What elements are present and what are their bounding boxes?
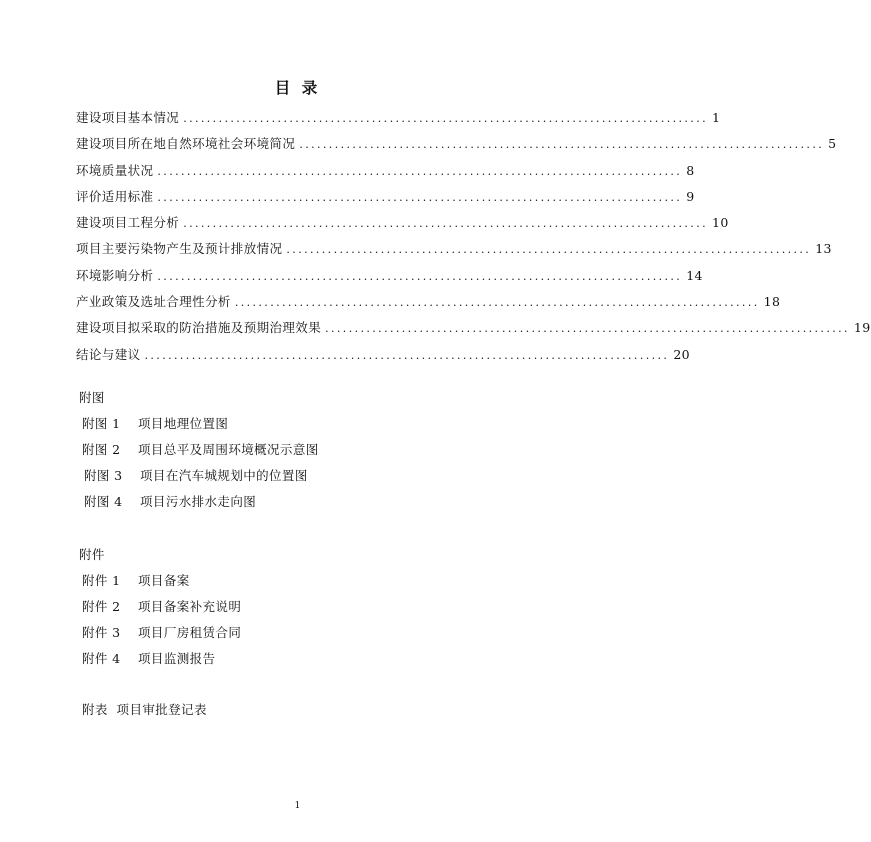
toc-entry-page: 8 — [686, 162, 695, 178]
toc-entry[interactable] — [76, 239, 832, 265]
toc-entry-title: 建设项目所在地自然环境社会环境简况 — [76, 136, 296, 152]
toc-entry[interactable] — [76, 292, 781, 318]
toc-entry-title: 建设项目基本情况 — [76, 110, 180, 125]
leader-dots: ......................................................................................... — [286, 243, 812, 257]
attachment-item: 附件 3 项目厂房租赁合同 — [82, 625, 242, 640]
toc-entry-page: 9 — [686, 188, 695, 204]
toc-entry-page: 19 — [853, 320, 871, 336]
leader-dots: ......................................................................................... — [325, 322, 850, 336]
toc-entry-title: 建设项目工程分析 — [76, 215, 180, 231]
figures-heading: 附图 — [79, 390, 105, 405]
leader-dots: ......................................................................................... — [157, 269, 683, 283]
toc-entry[interactable] — [76, 318, 871, 344]
toc-entry[interactable] — [76, 345, 691, 371]
page-number: 1 — [294, 801, 301, 811]
attachment-item: 附件 2 项目备案补充说明 — [82, 599, 242, 614]
toc-list — [76, 108, 871, 371]
toc-entry[interactable] — [76, 161, 695, 187]
toc-entry-page: 13 — [815, 241, 832, 257]
toc-entry[interactable] — [76, 213, 729, 239]
leader-dots: ......................................................................................... — [234, 296, 760, 310]
leader-dots: ......................................................................................... — [144, 348, 670, 362]
toc-entry-title: 结论与建议 — [76, 346, 141, 362]
toc-entry[interactable] — [76, 134, 837, 160]
toc-title: 目 录 — [274, 79, 321, 97]
leader-dots: ......................................................................................... — [183, 217, 708, 231]
leader-dots: ......................................................................................... — [157, 164, 683, 178]
toc-entry-title: 环境质量状况 — [76, 162, 154, 178]
toc-entry-page: 5 — [828, 136, 837, 152]
toc-entry-page: 20 — [673, 346, 691, 362]
toc-entry-title: 环境影响分析 — [76, 267, 154, 283]
toc-entry-page: 18 — [763, 294, 781, 310]
figure-item: 附图 4 项目污水排水走向图 — [84, 494, 257, 509]
toc-entry[interactable] — [76, 266, 703, 292]
leader-dots: ......................................................................................... — [157, 190, 683, 204]
toc-entry-page: 14 — [686, 267, 703, 283]
figure-item: 附图 2 项目总平及周围环境概况示意图 — [82, 442, 319, 457]
toc-entry-page: 10 — [712, 215, 729, 231]
attachment-item: 附件 1 项目备案 — [82, 573, 190, 588]
figure-item: 附图 1 项目地理位置图 — [82, 416, 229, 431]
toc-entry-title: 评价适用标准 — [76, 188, 154, 204]
appendix-table-note: 附表 项目审批登记表 — [82, 702, 207, 717]
toc-entry-title: 产业政策及选址合理性分析 — [76, 294, 231, 310]
leader-dots: ......................................................................................... — [183, 112, 708, 125]
attachment-item: 附件 4 项目监测报告 — [82, 651, 216, 666]
toc-entry[interactable] — [76, 108, 721, 134]
toc-entry[interactable] — [76, 187, 695, 213]
toc-entry-page: 1 — [712, 110, 721, 125]
toc-entry-title: 建设项目拟采取的防治措施及预期治理效果 — [76, 320, 322, 336]
toc-entry-title: 项目主要污染物产生及预计排放情况 — [76, 241, 283, 257]
attachments-heading: 附件 — [79, 547, 105, 562]
figure-item: 附图 3 项目在汽车城规划中的位置图 — [84, 468, 308, 483]
leader-dots: ......................................................................................... — [299, 138, 825, 152]
